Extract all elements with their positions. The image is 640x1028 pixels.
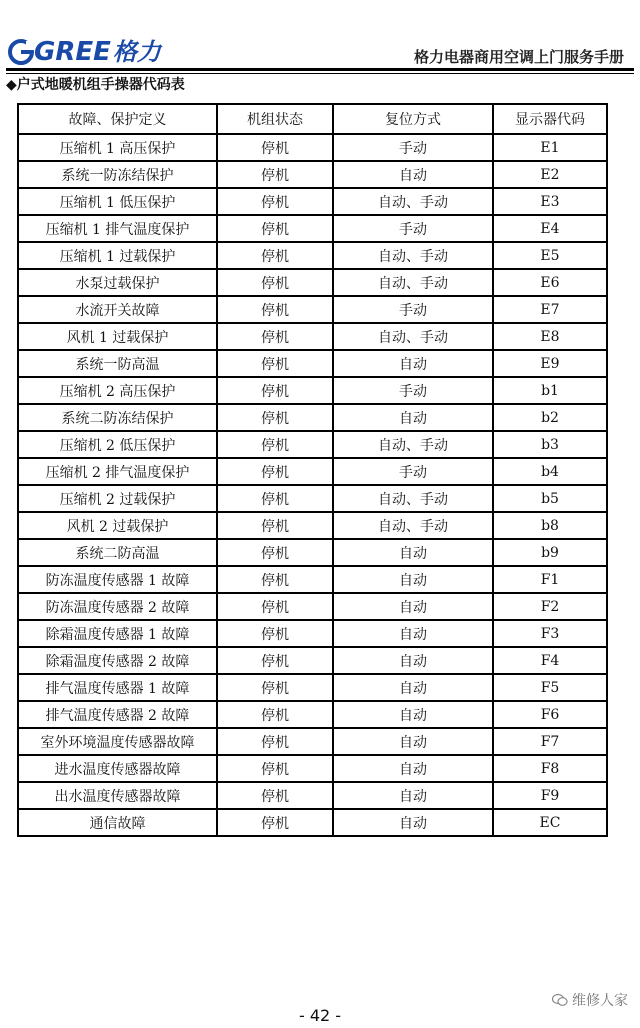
table-row <box>18 134 607 161</box>
cell-unit-status: 停机 <box>217 566 333 593</box>
cell-reset-method: 自动 <box>333 539 493 566</box>
cell-fault-definition: 出水温度传感器故障 <box>18 782 217 809</box>
manual-title: 格力电器商用空调上门服务手册 <box>413 48 624 66</box>
cell-display-code: F7 <box>493 728 607 755</box>
cell-fault-definition: 水流开关故障 <box>18 296 217 323</box>
table-row <box>18 620 607 647</box>
cell-unit-status: 停机 <box>217 647 333 674</box>
table-row <box>18 647 607 674</box>
cell-unit-status: 停机 <box>217 458 333 485</box>
cell-fault-definition: 系统一防高温 <box>18 350 217 377</box>
gree-logo <box>8 36 161 68</box>
cell-unit-status: 停机 <box>217 134 333 161</box>
cell-fault-definition: 压缩机 1 低压保护 <box>18 188 217 215</box>
cell-unit-status: 停机 <box>217 161 333 188</box>
cell-display-code: b8 <box>493 512 607 539</box>
gree-logo-mark-icon <box>8 39 34 65</box>
cell-display-code: b5 <box>493 485 607 512</box>
cell-fault-definition: 风机 1 过载保护 <box>18 323 217 350</box>
cell-reset-method: 手动 <box>333 296 493 323</box>
cell-reset-method: 自动 <box>333 701 493 728</box>
section-title: ◆户式地暖机组手操器代码表 <box>6 77 185 93</box>
cell-fault-definition: 除霜温度传感器 2 故障 <box>18 647 217 674</box>
cell-unit-status: 停机 <box>217 512 333 539</box>
table-row <box>18 755 607 782</box>
column-header-display-code: 显示器代码 <box>493 104 607 134</box>
cell-fault-definition: 压缩机 2 低压保护 <box>18 431 217 458</box>
cell-unit-status: 停机 <box>217 323 333 350</box>
table-row <box>18 485 607 512</box>
cell-display-code: E1 <box>493 134 607 161</box>
cell-unit-status: 停机 <box>217 674 333 701</box>
cell-unit-status: 停机 <box>217 269 333 296</box>
cell-reset-method: 自动、手动 <box>333 323 493 350</box>
cell-display-code: F4 <box>493 647 607 674</box>
cell-fault-definition: 压缩机 2 排气温度保护 <box>18 458 217 485</box>
watermark-text: 维修人家 <box>572 993 628 1009</box>
cell-unit-status: 停机 <box>217 215 333 242</box>
cell-fault-definition: 压缩机 2 过载保护 <box>18 485 217 512</box>
table-row <box>18 539 607 566</box>
cell-fault-definition: 系统二防冻结保护 <box>18 404 217 431</box>
table-row <box>18 566 607 593</box>
cell-fault-definition: 排气温度传感器 1 故障 <box>18 674 217 701</box>
cell-reset-method: 自动 <box>333 566 493 593</box>
cell-reset-method: 手动 <box>333 215 493 242</box>
error-code-table <box>17 103 608 837</box>
table-row <box>18 512 607 539</box>
table-row <box>18 377 607 404</box>
cell-display-code: E2 <box>493 161 607 188</box>
cell-reset-method: 自动、手动 <box>333 188 493 215</box>
cell-fault-definition: 压缩机 1 排气温度保护 <box>18 215 217 242</box>
cell-fault-definition: 进水温度传感器故障 <box>18 755 217 782</box>
page-number: - 42 - <box>298 1006 342 1025</box>
header-rule-thick <box>6 68 634 71</box>
cell-display-code: F2 <box>493 593 607 620</box>
cell-display-code: E3 <box>493 188 607 215</box>
column-header-unit-status: 机组状态 <box>217 104 333 134</box>
cell-fault-definition: 压缩机 1 过载保护 <box>18 242 217 269</box>
cell-unit-status: 停机 <box>217 350 333 377</box>
cell-fault-definition: 室外环境温度传感器故障 <box>18 728 217 755</box>
cell-reset-method: 自动 <box>333 350 493 377</box>
cell-reset-method: 自动 <box>333 593 493 620</box>
cell-fault-definition: 通信故障 <box>18 809 217 836</box>
cell-display-code: E7 <box>493 296 607 323</box>
cell-reset-method: 自动 <box>333 620 493 647</box>
cell-reset-method: 自动、手动 <box>333 269 493 296</box>
cell-reset-method: 自动、手动 <box>333 431 493 458</box>
cell-display-code: E8 <box>493 323 607 350</box>
page-header <box>0 0 640 72</box>
cell-display-code: F9 <box>493 782 607 809</box>
cell-reset-method: 自动 <box>333 755 493 782</box>
cell-unit-status: 停机 <box>217 809 333 836</box>
table-row <box>18 215 607 242</box>
table-row <box>18 350 607 377</box>
table-row <box>18 593 607 620</box>
cell-reset-method: 手动 <box>333 458 493 485</box>
cell-fault-definition: 压缩机 1 高压保护 <box>18 134 217 161</box>
table-row <box>18 701 607 728</box>
cell-reset-method: 自动 <box>333 647 493 674</box>
cell-fault-definition: 防冻温度传感器 2 故障 <box>18 593 217 620</box>
brand-name: GREE <box>34 37 111 67</box>
cell-display-code: F3 <box>493 620 607 647</box>
column-header-fault-definition: 故障、保护定义 <box>18 104 217 134</box>
cell-reset-method: 手动 <box>333 134 493 161</box>
table-row <box>18 323 607 350</box>
cell-reset-method: 自动、手动 <box>333 242 493 269</box>
cell-display-code: b4 <box>493 458 607 485</box>
cell-display-code: E5 <box>493 242 607 269</box>
table-row <box>18 431 607 458</box>
cell-display-code: b9 <box>493 539 607 566</box>
cell-reset-method: 自动 <box>333 728 493 755</box>
cell-display-code: EC <box>493 809 607 836</box>
table-row <box>18 404 607 431</box>
cell-fault-definition: 除霜温度传感器 1 故障 <box>18 620 217 647</box>
cell-reset-method: 自动 <box>333 404 493 431</box>
cell-reset-method: 自动、手动 <box>333 512 493 539</box>
cell-unit-status: 停机 <box>217 242 333 269</box>
table-row <box>18 188 607 215</box>
cell-display-code: b3 <box>493 431 607 458</box>
cell-unit-status: 停机 <box>217 701 333 728</box>
cell-fault-definition: 风机 2 过载保护 <box>18 512 217 539</box>
cell-fault-definition: 系统一防冻结保护 <box>18 161 217 188</box>
cell-fault-definition: 系统二防高温 <box>18 539 217 566</box>
table-row <box>18 269 607 296</box>
cell-unit-status: 停机 <box>217 539 333 566</box>
cell-unit-status: 停机 <box>217 485 333 512</box>
table-row <box>18 674 607 701</box>
table-row <box>18 458 607 485</box>
cell-unit-status: 停机 <box>217 593 333 620</box>
cell-unit-status: 停机 <box>217 188 333 215</box>
table-row <box>18 782 607 809</box>
cell-reset-method: 自动 <box>333 674 493 701</box>
table-row <box>18 296 607 323</box>
table-row <box>18 161 607 188</box>
cell-display-code: E9 <box>493 350 607 377</box>
table-row <box>18 242 607 269</box>
cell-display-code: F5 <box>493 674 607 701</box>
cell-unit-status: 停机 <box>217 296 333 323</box>
cell-unit-status: 停机 <box>217 728 333 755</box>
brand-name-cn: 格力 <box>112 38 161 66</box>
wechat-icon <box>552 993 568 1007</box>
cell-display-code: F6 <box>493 701 607 728</box>
cell-display-code: E4 <box>493 215 607 242</box>
cell-fault-definition: 防冻温度传感器 1 故障 <box>18 566 217 593</box>
cell-display-code: b1 <box>493 377 607 404</box>
cell-unit-status: 停机 <box>217 431 333 458</box>
table-body <box>18 134 607 836</box>
cell-reset-method: 自动 <box>333 782 493 809</box>
cell-fault-definition: 压缩机 2 高压保护 <box>18 377 217 404</box>
cell-unit-status: 停机 <box>217 620 333 647</box>
table-row <box>18 728 607 755</box>
cell-display-code: b2 <box>493 404 607 431</box>
cell-fault-definition: 排气温度传感器 2 故障 <box>18 701 217 728</box>
table-header-row <box>18 104 607 134</box>
cell-reset-method: 自动、手动 <box>333 485 493 512</box>
column-header-reset-method: 复位方式 <box>333 104 493 134</box>
cell-display-code: E6 <box>493 269 607 296</box>
cell-reset-method: 手动 <box>333 377 493 404</box>
cell-unit-status: 停机 <box>217 782 333 809</box>
cell-display-code: F8 <box>493 755 607 782</box>
cell-reset-method: 自动 <box>333 161 493 188</box>
cell-unit-status: 停机 <box>217 377 333 404</box>
table-row <box>18 809 607 836</box>
cell-reset-method: 自动 <box>333 809 493 836</box>
cell-display-code: F1 <box>493 566 607 593</box>
cell-unit-status: 停机 <box>217 755 333 782</box>
cell-fault-definition: 水泵过载保护 <box>18 269 217 296</box>
cell-unit-status: 停机 <box>217 404 333 431</box>
